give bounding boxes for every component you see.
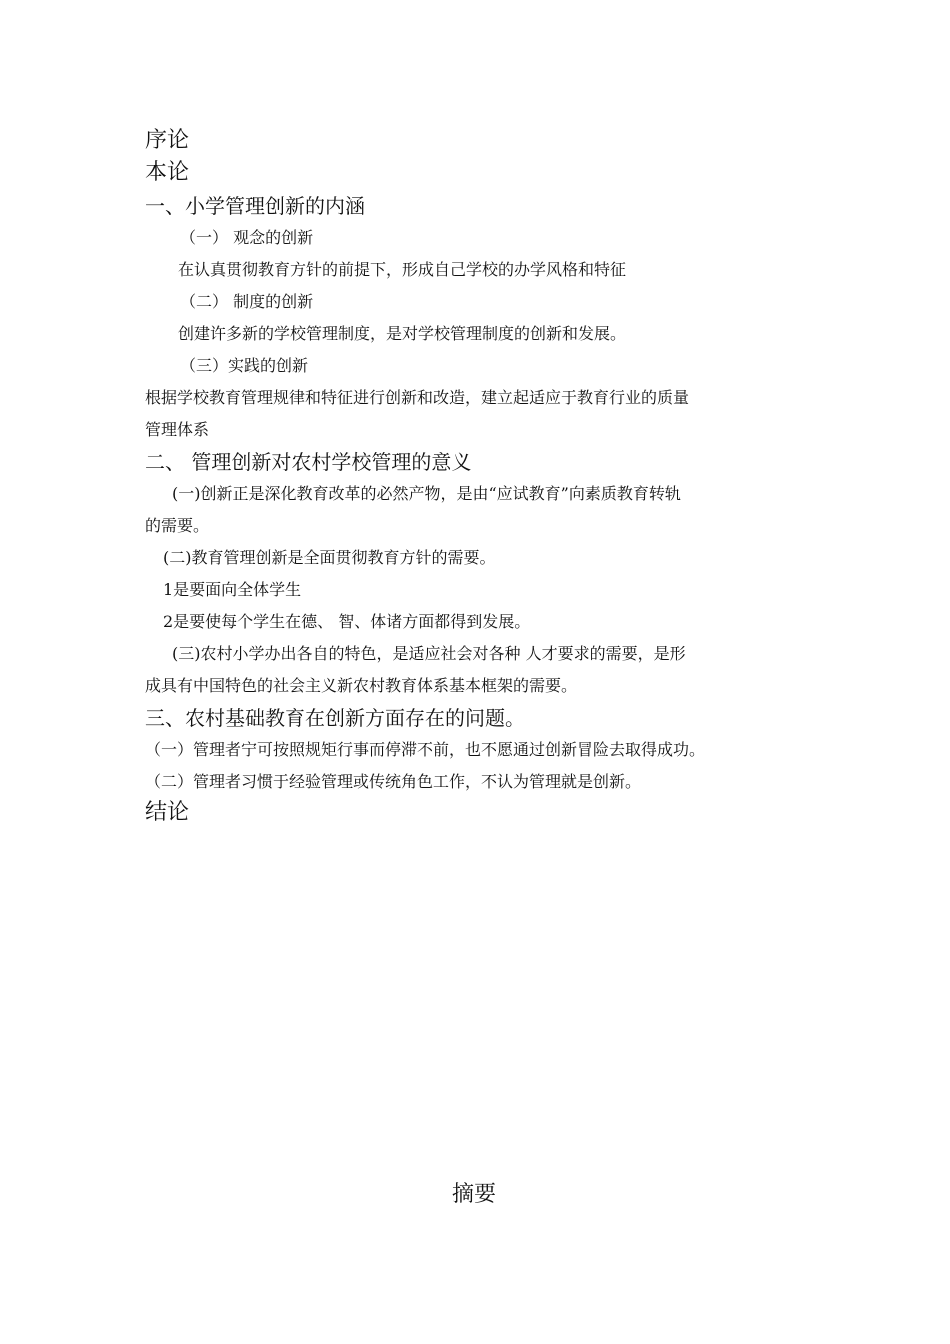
- section3-heading: 三、农村基础教育在创新方面存在的问题。: [145, 706, 525, 730]
- main-body-heading: 本论: [145, 160, 190, 185]
- section3-p2: （二）管理者习惯于经验管理或传统角色工作，不认为管理就是创新。: [145, 772, 642, 791]
- section2-p3-line2: 成具有中国特色的社会主义新农村教育体系基本框架的需要。: [145, 676, 578, 695]
- section1-heading: 一、小学管理创新的内涵: [145, 194, 365, 218]
- section1-sub3-heading: （三）实践的创新: [180, 356, 309, 375]
- section1-sub3-text-line2: 管理体系: [145, 420, 210, 439]
- section1-sub1-text: 在认真贯彻教育方针的前提下，形成自己学校的办学风格和特征: [178, 260, 627, 279]
- section1-sub2-heading: （二） 制度的创新: [180, 292, 314, 311]
- section2-heading: 二、 管理创新对农村学校管理的意义: [145, 450, 472, 474]
- section3-p1: （一）管理者宁可按照规矩行事而停滞不前，也不愿通过创新冒险去取得成功。: [145, 740, 706, 759]
- section2-p2-item2: 2是要使每个学生在德、 智、体诸方面都得到发展。: [163, 612, 531, 631]
- section2-p1-line1: (一)创新正是深化教育改革的必然产物，是由“应试教育”向素质教育转轨: [172, 484, 681, 503]
- section2-p1-line2: 的需要。: [145, 516, 210, 535]
- conclusion-heading: 结论: [145, 800, 190, 825]
- abstract-heading: 摘要: [452, 1182, 497, 1207]
- section2-p3-line1: (三)农村小学办出各自的特色，是适应社会对各种 人才要求的需要，是形: [172, 644, 686, 663]
- section2-p2: (二)教育管理创新是全面贯彻教育方针的需要。: [163, 548, 496, 567]
- preface-heading: 序论: [145, 128, 190, 153]
- section1-sub1-heading: （一） 观念的创新: [180, 228, 314, 247]
- section1-sub2-text: 创建许多新的学校管理制度，是对学校管理制度的创新和发展。: [178, 324, 627, 343]
- section2-p2-item1: 1是要面向全体学生: [163, 580, 302, 599]
- section1-sub3-text-line1: 根据学校教育管理规律和特征进行创新和改造，建立起适应于教育行业的质量: [145, 388, 690, 407]
